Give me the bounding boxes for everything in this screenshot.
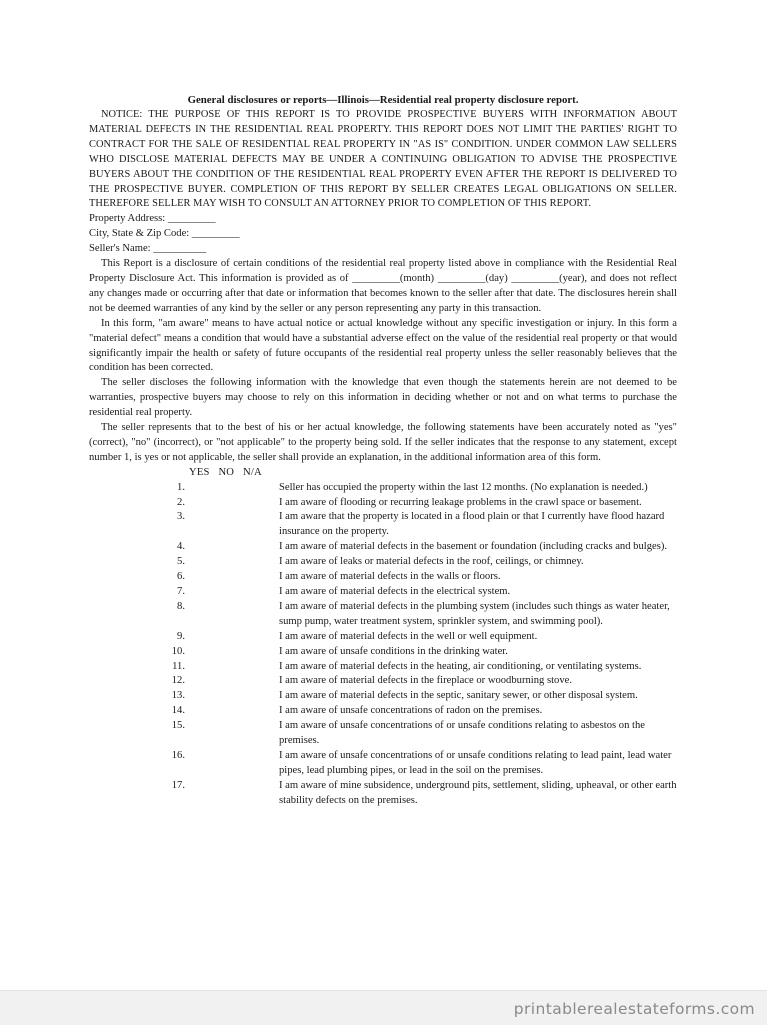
yes-no-na-header: YES NO N/A	[189, 466, 262, 478]
list-item	[89, 496, 677, 511]
list-item	[89, 510, 677, 540]
item-text: I am aware of material defects in the fireplace or woodburning stove.	[279, 675, 572, 687]
list-item	[89, 600, 677, 630]
list-item	[89, 481, 677, 496]
list-item	[89, 779, 677, 809]
item-number: 17.	[171, 779, 185, 791]
list-item	[89, 555, 677, 570]
item-text: I am aware that the property is located in a flood plain or that I currently have flood hazard insurance on the property.	[279, 511, 665, 538]
list-item	[89, 660, 677, 675]
list-item	[89, 570, 677, 585]
item-text: I am aware of unsafe concentrations of or unsafe conditions relating to asbestos on the premises.	[279, 720, 645, 747]
property-address-field: Property Address: _________	[89, 213, 216, 225]
list-item	[89, 645, 677, 660]
list-item	[89, 674, 677, 689]
document-body	[89, 93, 677, 809]
item-text: I am aware of material defects in the septic, sanitary sewer, or other disposal system.	[279, 690, 638, 702]
item-number: 12.	[171, 675, 185, 687]
item-number: 15.	[171, 720, 185, 732]
item-number: 16.	[171, 749, 185, 761]
item-text: I am aware of unsafe concentrations of or unsafe conditions relating to lead paint, lead water pipes, lead plumbing pipes, or lead in the soil on the premises.	[279, 749, 672, 776]
item-text: I am aware of unsafe concentrations of radon on the premises.	[279, 705, 543, 717]
knowledge-paragraph: The seller discloses the following information with the knowledge that even though the statements herein are not deemed to be warranties, prospective buyers may choose to rely on this information in deciding whether or not and on what terms to purchase the residential real property.	[89, 377, 677, 419]
item-text: I am aware of leaks or material defects in the roof, ceilings, or chimney.	[279, 556, 584, 568]
item-number: 13.	[171, 690, 185, 702]
item-text: I am aware of unsafe conditions in the drinking water.	[279, 645, 508, 657]
item-number: 11.	[172, 660, 185, 672]
list-item	[89, 719, 677, 749]
item-text: I am aware of mine subsidence, underground pits, settlement, sliding, upheaval, or other earth stability defects on the premises.	[279, 779, 677, 806]
item-text: I am aware of material defects in the basement or foundation (including cracks and bulges).	[279, 541, 667, 553]
item-text: I am aware of flooding or recurring leakage problems in the crawl space or basement.	[279, 496, 642, 508]
document-title: General disclosures or reports—Illinois—Residential real property disclosure report.	[187, 94, 579, 106]
disclosure-paragraph: This Report is a disclosure of certain conditions of the residential real property listed above in compliance with the Residential Real Property Disclosure Act. This information is provided as of _________(month) _________(day) _________(year), and does not reflect any changes made or occurring after that date or information that becomes known to the seller after that date. The disclosures herein shall not be deemed warranties of any kind by the seller or any person representing any party in this transaction.	[89, 258, 677, 314]
list-item	[89, 749, 677, 779]
item-number: 1.	[177, 481, 185, 493]
item-number: 4.	[177, 541, 185, 553]
site-watermark: printablerealestateforms.com	[513, 1000, 755, 1018]
item-text: I am aware of material defects in the plumbing system (includes such things as water heater, sump pump, water treatment system, sprinkler system, and swimming pool).	[279, 600, 670, 627]
city-state-zip-field: City, State & Zip Code: _________	[89, 228, 240, 240]
item-text: Seller has occupied the property within the last 12 months. (No explanation is needed.)	[279, 481, 648, 493]
item-number: 7.	[177, 586, 185, 597]
item-text: I am aware of material defects in the walls or floors.	[279, 571, 501, 583]
item-number: 6.	[177, 571, 185, 583]
disclosure-items-list	[89, 481, 677, 809]
item-number: 2.	[177, 496, 185, 508]
item-number: 9.	[177, 630, 185, 642]
notice-paragraph: NOTICE: THE PURPOSE OF THIS REPORT IS TO PROVIDE PROSPECTIVE BUYERS WITH INFORMATION ABOUT MATERIAL DEFECTS IN THE RESIDENTIAL REAL PROPERTY. THIS REPORT DOES NOT LIMIT THE PARTIES' RIGHT TO CONTRACT FOR THE SALE OF RESIDENTIAL REAL PROPERTY IN "AS IS" CONDITION. UNDER COMMON LAW SELLERS WHO DISCLOSE MATERIAL DEFECTS MAY BE UNDER A CONTINUING OBLIGATION TO ADVISE THE PROSPECTIVE BUYERS ABOUT THE CONDITION OF THE RESIDENTIAL REAL PROPERTY EVEN AFTER THE REPORT IS DELIVERED TO THE PROSPECTIVE BUYER. COMPLETION OF THIS REPORT BY SELLER CREATES LEGAL OBLIGATIONS ON SELLER. THEREFORE SELLER MAY WISH TO CONSULT AN ATTORNEY PRIOR TO COMPLETION OF THIS REPORT.	[89, 109, 677, 210]
item-number: 3.	[177, 511, 185, 523]
item-text: I am aware of material defects in the electrical system.	[279, 586, 511, 597]
list-item	[89, 704, 677, 719]
list-item	[89, 540, 677, 555]
representation-paragraph: The seller represents that to the best of his or her actual knowledge, the following statements have been accurately noted as "yes" (correct), "no" (incorrect), or "not applicable" to the property being sold. If the seller indicates that the response to any statement, except number 1, is yes or not applicable, the seller shall provide an explanation, in the additional information area of this form.	[89, 422, 677, 463]
item-number: 14.	[171, 705, 185, 717]
item-text: I am aware of material defects in the heating, air conditioning, or ventilating systems.	[279, 660, 642, 672]
item-number: 5.	[177, 556, 185, 568]
list-item	[89, 630, 677, 645]
definitions-paragraph: In this form, "am aware" means to have actual notice or actual knowledge without any specific investigation or injury. In this form a "material defect" means a condition that would have a substantial adverse effect on the value of the residential real property or that would significantly impair the health or safety of future occupants of the residential real property unless the seller reasonably believes that the condition has been corrected.	[89, 317, 677, 374]
list-item	[89, 585, 677, 600]
item-text: I am aware of material defects in the well or well equipment.	[279, 630, 538, 642]
item-number: 8.	[177, 600, 185, 612]
sellers-name-field: Seller's Name: __________	[89, 243, 207, 255]
item-number: 10.	[171, 645, 185, 657]
list-item	[89, 689, 677, 704]
